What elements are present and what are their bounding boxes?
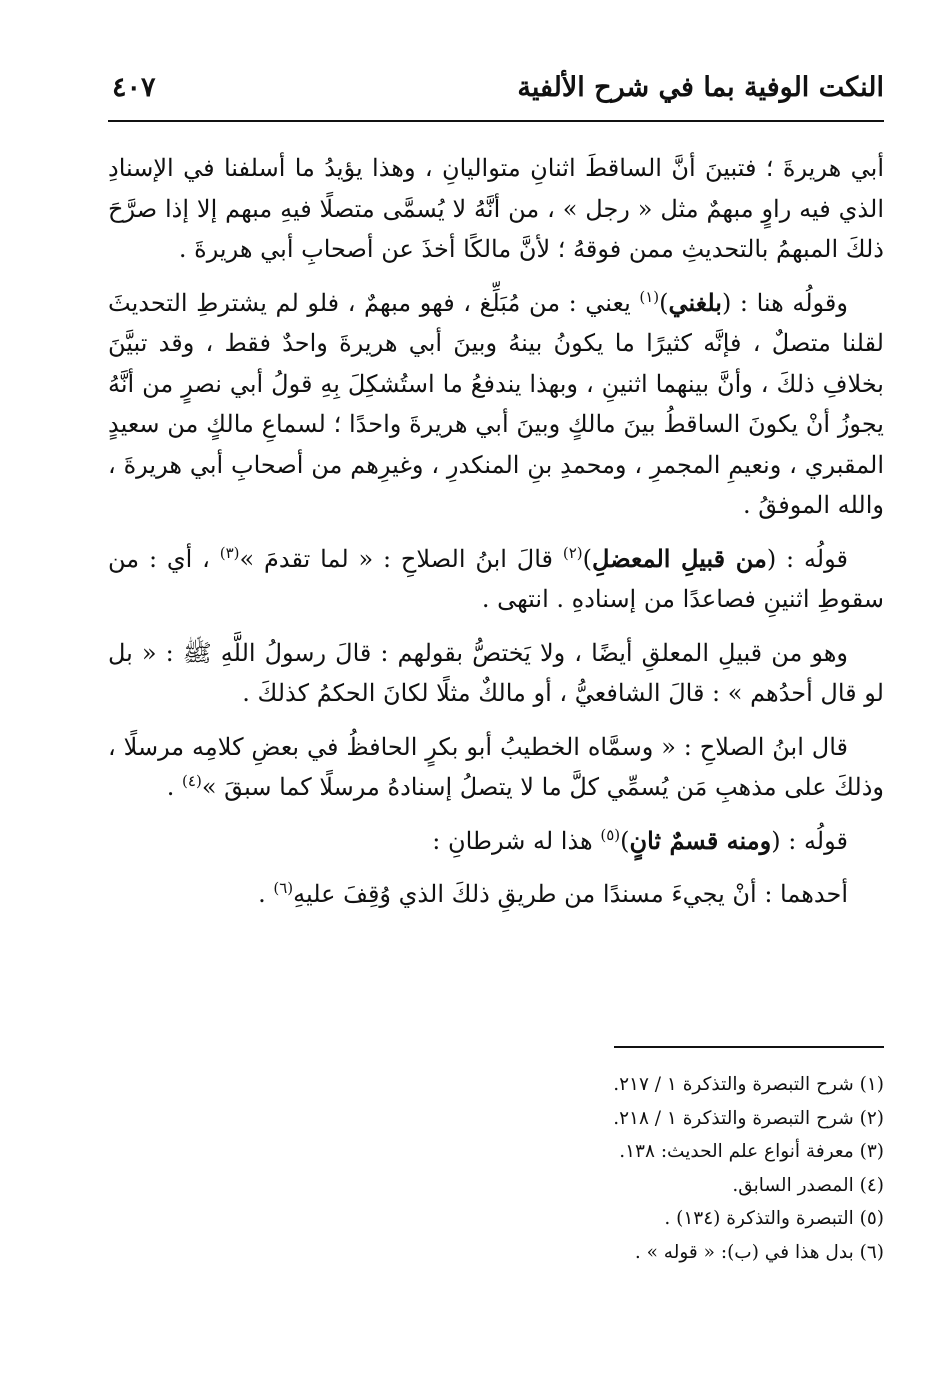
paragraph-6-lead: قولُه : ( [771,826,848,855]
paragraph-6-text: هذا له شرطانِ : [432,826,601,855]
paragraph-3-close: ) [582,544,593,573]
footnote-ref-5: (٥) [600,825,621,844]
footnote-5: (٥) التبصرة والتذكرة (١٣٤) . [664,1208,884,1229]
paragraph-5-text: قال ابنُ الصلاحِ : « وسمَّاه الخطيبُ أبو بكرٍ الحافظُ في بعضِ كلامِه مرسلًا ، وذلكَ على مذهبِ مَن يُسمِّي كلَّ ما لا يتصلُ إسنادهُ مرسلًا كما سبقَ » [108,732,884,801]
paragraph-2-text: يعني : من مُبَلِّغ ، فهو مبهمٌ ، فلو لم يشترطِ التحديثَ لقلنا متصلٌ ، فإنَّه كثيرًا ما يكونُ بينهُ وبينَ أبي هريرةَ واحدٌ فقط ، وقد تبيَّنَ بخلافِ ذلكَ ، وأنَّ بينهما اثنينِ ، وبهذا يندفعُ ما استُشكِلَ بِهِ قولُ أبي نصرٍ من أنَّهُ يجوزُ أنْ يكونَ الساقطُ بينَ مالكٍ وبينَ أبي هريرةَ واحدًا ؛ لسماعِ مالكٍ من سعيدٍ المقبري ، ونعيمِ المجمرِ ، ومحمدِ بنِ المنكدرِ ، وغيرِهم من أصحابِ أبي هريرةَ ، والله الموفقُ . [108,288,884,519]
paragraph-3-text: ، أي : من سقوطِ اثنينِ فصاعدًا من إسنادهِ . انتهى . [108,544,884,613]
footnote-ref-2: (٢) [562,543,583,562]
footnotes [108,1068,884,1269]
paragraph-7 [108,874,884,915]
footnote-ref-3: (٣) [219,543,240,562]
paragraph-2-close: ) [659,288,669,317]
paragraph-3 [108,539,884,620]
footnote-ref-4: (٤) [182,772,202,790]
paragraph-4 [108,633,884,714]
quoted-term-muadal: من قبيلِ المعضلِ [592,543,767,573]
paragraph-6-close: ) [620,826,630,855]
footnote-ref-6: (٦) [273,879,294,897]
quoted-term-qism-thani: ومنه قسمٌ ثانٍ [629,825,772,855]
paragraph-4-text: وهو من قبيلِ المعلقِ أيضًا ، ولا يَختصُّ بقولهم : قالَ رسولُ اللَّهِ ﷺ : « بل لو قال أحدُهم » : قالَ الشافعيُّ ، أو مالكٌ مثلًا لكانَ الحكمُ كذلكَ . [108,638,884,707]
paragraph-2 [108,283,884,526]
page-number: ٤٠٧ [112,72,156,103]
footnote-6: (٦) بدل هذا في (ب): « قوله » . [634,1241,884,1263]
paragraph-5 [108,727,884,808]
paragraph-3-lead: قولُه : ( [766,544,848,573]
footnote-4: (٤) المصدر السابق. [732,1174,884,1196]
footnote-1: (١) شرح التبصرة والتذكرة ١ / ٢١٧. [613,1074,884,1095]
paragraph-7-end: . [258,880,274,908]
paragraph-3-mid: قالَ ابنُ الصلاحِ : « لما تقدمَ » [239,544,563,573]
paragraph-5-end: . [166,773,183,801]
main-text [108,148,884,928]
paragraph-1 [108,148,884,270]
running-title: النكت الوفية بما في شرح الألفية [517,72,884,103]
footnote-2: (٢) شرح التبصرة والتذكرة ١ / ٢١٨. [613,1107,884,1129]
paragraph-6 [108,821,884,862]
footnote-3: (٣) معرفة أنواع علم الحديث: ١٣٨. [619,1141,884,1162]
footnote-ref-1: (١) [639,287,660,306]
page-header [108,62,884,122]
paragraph-1-text: أبي هريرةَ ؛ فتبينَ أنَّ الساقطَ اثنانِ متواليانِ ، وهذا يؤيدُ ما أسلفنا في الإسنادِ الذي فيه راوٍ مبهمٌ مثل « رجل » ، من أنَّهُ لا يُسمَّى متصلًا فيهِ مبهم إلا إذا صرَّحَ ذلكَ المبهمُ بالتحديثِ ممن فوقهُ ؛ لأنَّ مالكًا أخذَ عن أصحابِ أبي هريرةَ . [108,154,884,263]
quoted-term-balaghani: بلغني [668,287,722,317]
paragraph-2-lead: وقولُه هنا : ( [721,288,848,317]
paragraph-7-text: أحدهما : أنْ يجيءَ مسندًا من طريقِ ذلكَ الذي وُقِفَ عليهِ [293,880,848,908]
footnote-separator [614,1046,884,1048]
